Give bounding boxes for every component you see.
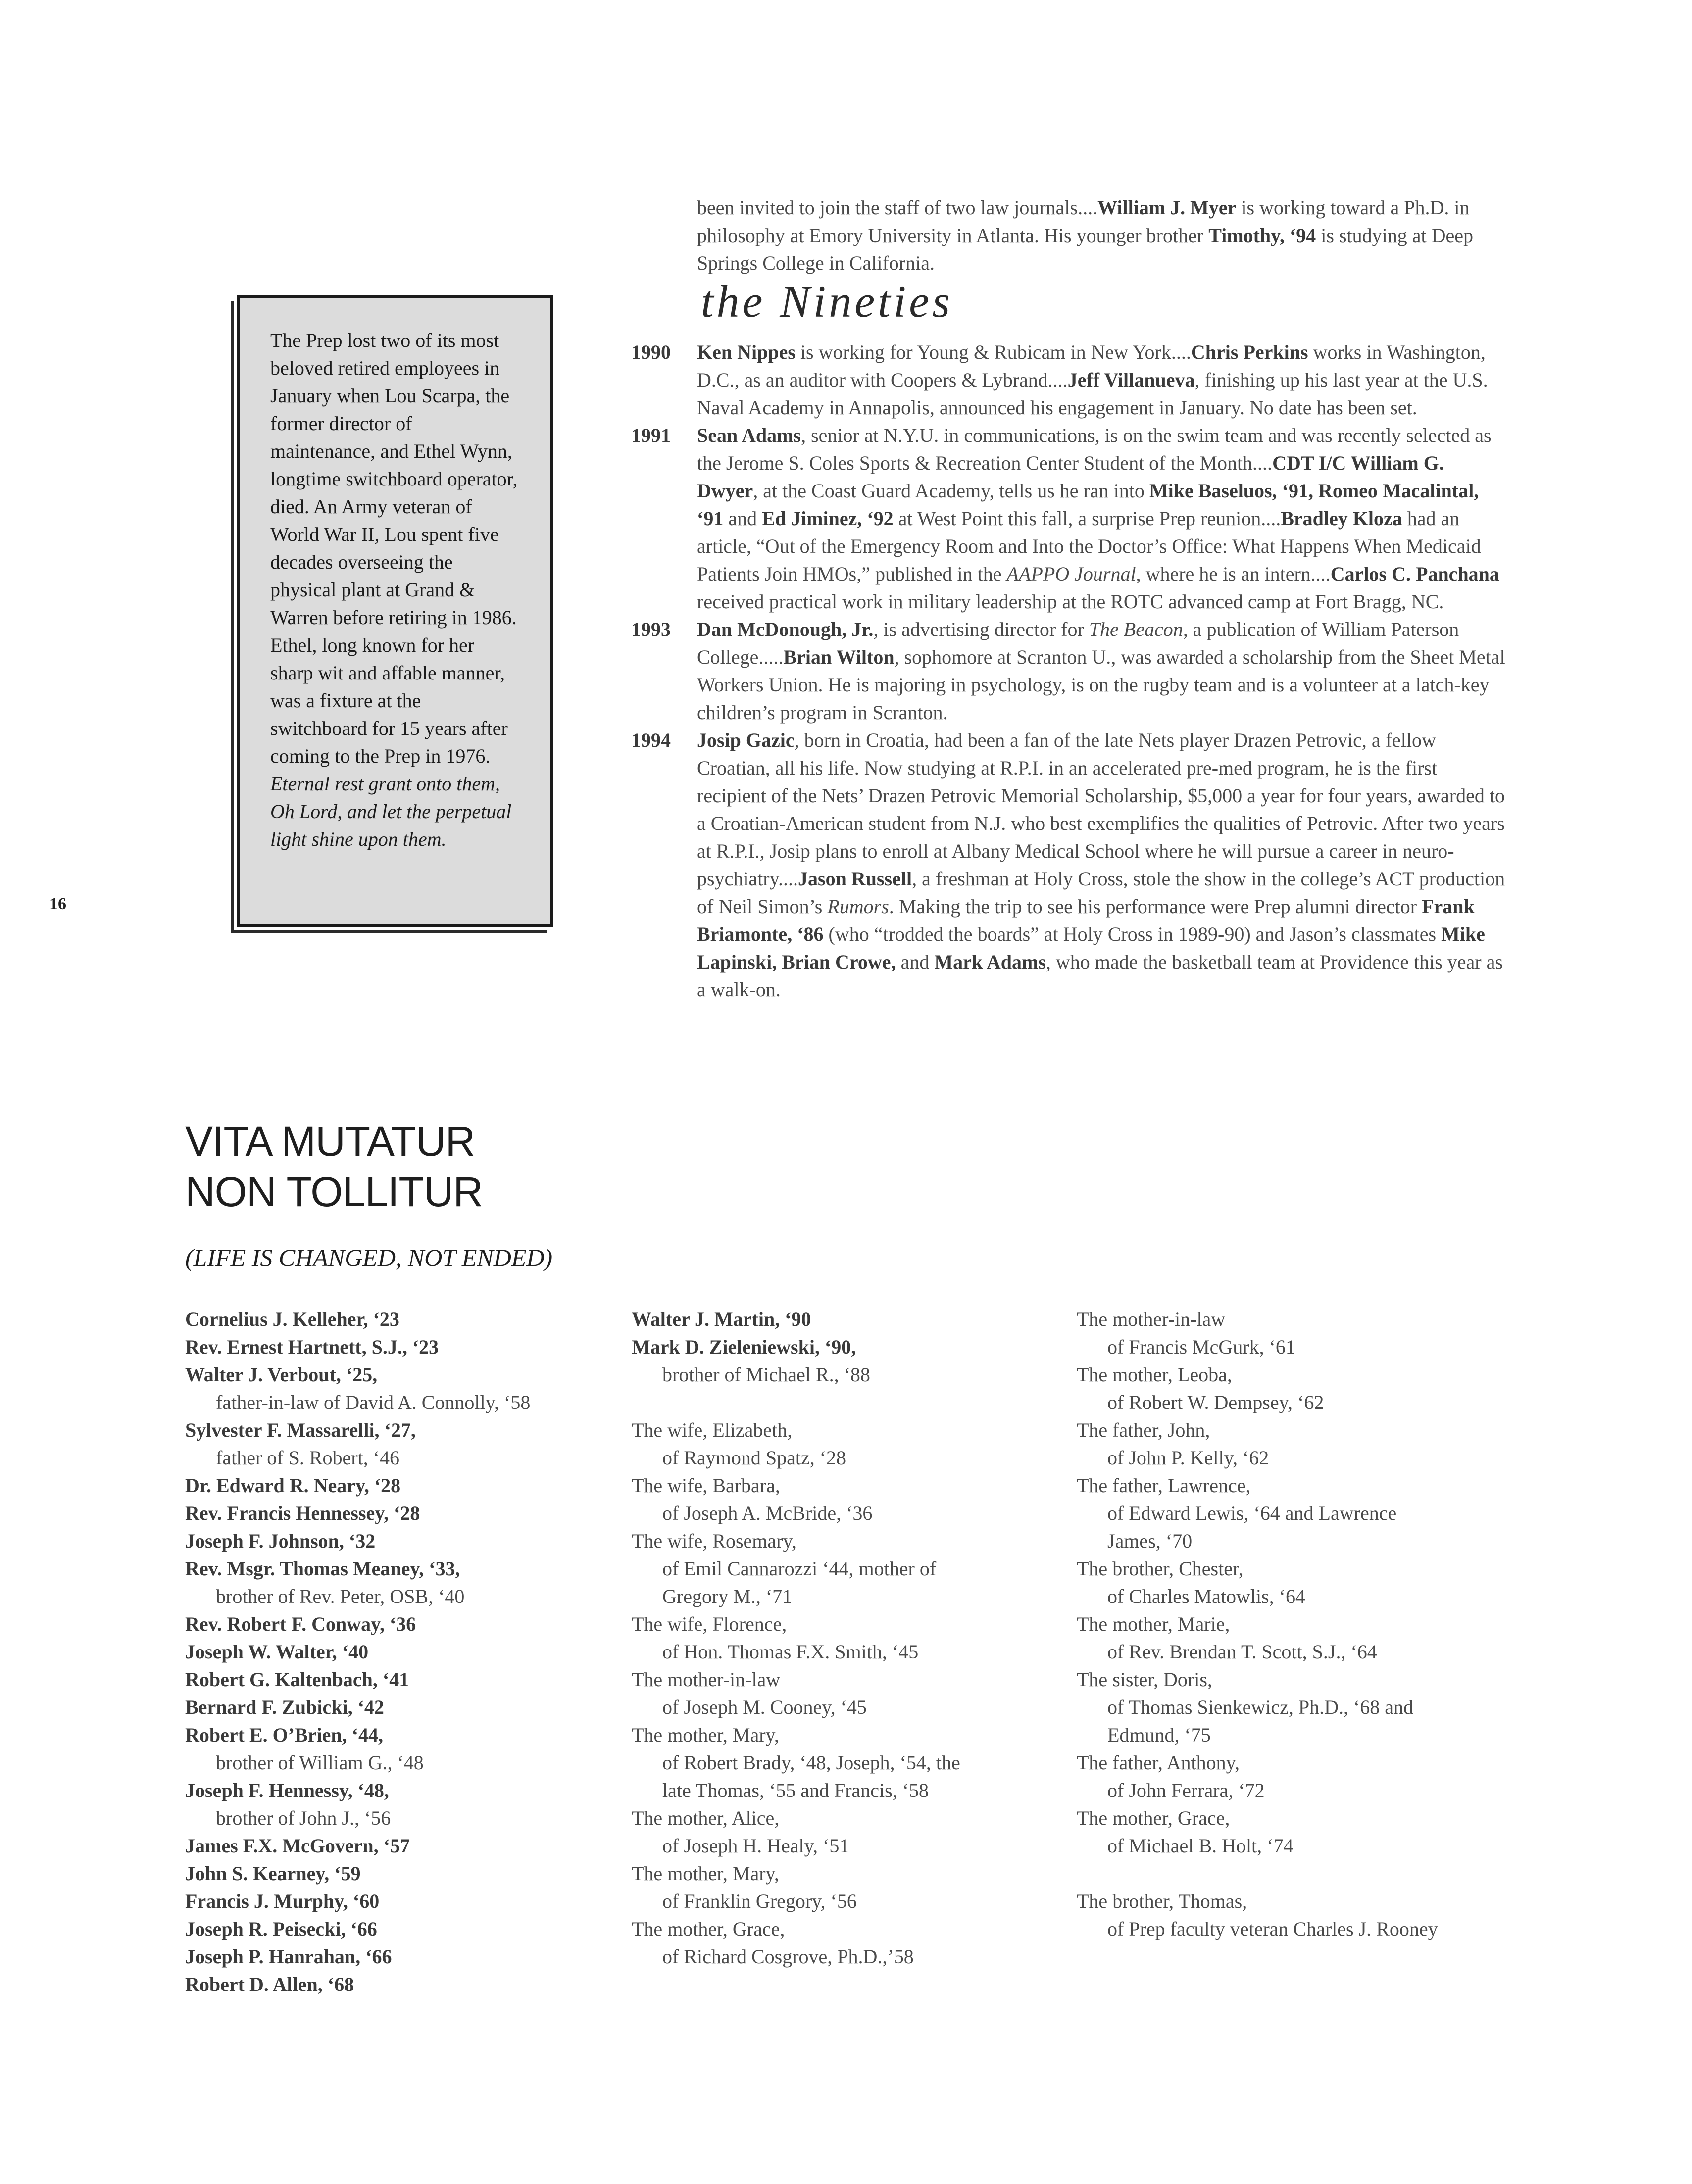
memoriam-name-line: Joseph W. Walter, ‘40 [185, 1641, 369, 1663]
memoriam-name-line: Joseph F. Hennessy, ‘48, [185, 1779, 389, 1801]
section-heading-nineties [699, 277, 1075, 332]
memoriam-relation-line: of Joseph H. Healy, ‘51 [662, 1835, 849, 1857]
note-text: , where he is an intern.... [1136, 563, 1331, 585]
note-year: 1990 [631, 341, 671, 363]
note-text: , is advertising director for [873, 618, 1089, 640]
memoriam-relation-line: James, ‘70 [1107, 1530, 1193, 1552]
memoriam-name-line: The father, Lawrence, [1077, 1474, 1251, 1497]
note-1991 [631, 422, 1507, 616]
section-heading-text: the Nineties [701, 277, 953, 327]
memoriam-name-line: The mother, Mary, [632, 1724, 779, 1746]
memoriam-relation-line: of Raymond Spatz, ‘28 [662, 1447, 846, 1469]
memoriam-relation-line: of John P. Kelly, ‘62 [1107, 1447, 1269, 1469]
alumni-name: Mike Lapinski, Brian Crowe, [697, 923, 1485, 973]
intro-text-1: been invited to join the staff of two law journals.... [697, 196, 1098, 219]
memoriam-column-3 [1077, 1306, 1522, 1943]
alumni-name: Dan McDonough, Jr. [697, 618, 874, 640]
memorial-sidebar-box [237, 295, 553, 927]
memoriam-name-line: Robert G. Kaltenbach, ‘41 [185, 1668, 409, 1691]
memoriam-name-line: Rev. Msgr. Thomas Meaney, ‘33, [185, 1557, 460, 1580]
alumni-name: Carlos C. Panchana [1330, 563, 1499, 585]
memoriam-relation-line: of Edward Lewis, ‘64 and Lawrence [1107, 1502, 1397, 1524]
note-text: at West Point this fall, a surprise Prep reunion.... [893, 507, 1281, 530]
memoriam-name-line: Joseph P. Hanrahan, ‘66 [185, 1945, 392, 1968]
memoriam-name-line: The brother, Thomas, [1077, 1890, 1247, 1912]
alumni-name: Brian Wilton [783, 646, 895, 668]
publication-title: Rumors [827, 895, 889, 918]
note-text: , finishing up his last year at the U.S. Naval Academy in Annapolis, announced his engagement in January. No date has been set. [697, 369, 1488, 419]
memoriam-name-line: The father, Anthony, [1077, 1751, 1240, 1774]
memoriam-relation-line: brother of William G., ‘48 [216, 1751, 424, 1774]
note-text: received practical work in military leadership at the ROTC advanced camp at Fort Bragg, NC. [697, 590, 1444, 613]
sidebar-body: The Prep lost two of its most beloved retired employees in January when Lou Scarpa, the former director of maintenance, and Ethel Wynn, longtime switchboard operator, died. An Army veteran of World War II, Lou spent five decades overseeing the physical plant at Grand & Warren before retiring in 1986. Ethel, long known for her sharp wit and affable manner, was a fixture at the switchboard for 15 years after coming to the Prep in 1976. [270, 329, 518, 767]
note-text: , senior at N.Y.U. in communications, is on the swim team and was recently selected as the Jerome S. Coles Sports & Recreation Center Student of the Month.... [697, 424, 1492, 474]
memoriam-relation-line: Gregory M., ‘71 [662, 1585, 793, 1607]
memoriam-name-line: James F.X. McGovern, ‘57 [185, 1835, 410, 1857]
memoriam-name-line: Mark D. Zieleniewski, ‘90, [632, 1336, 856, 1358]
memoriam-relation-line: Edmund, ‘75 [1107, 1724, 1211, 1746]
memoriam-relation-line: of Prep faculty veteran Charles J. Rooney [1107, 1918, 1438, 1940]
page-number: 16 [50, 895, 66, 913]
list-spacer [632, 1389, 1067, 1416]
memoriam-name-line: The mother, Leoba, [1077, 1363, 1232, 1386]
memoriam-name-line: Rev. Francis Hennessey, ‘28 [185, 1502, 420, 1524]
intro-text-3: is studying at Deep Springs College in California. [697, 224, 1473, 274]
memoriam-name-line: Rev. Ernest Hartnett, S.J., ‘23 [185, 1336, 439, 1358]
note-text: (who “trodded the boards” at Holy Cross in 1989-90) and Jason’s classmates [823, 923, 1442, 945]
memoriam-relation-line: brother of Michael R., ‘88 [662, 1363, 870, 1386]
note-text: , who made the basketball team at Providence this year as a walk-on. [697, 951, 1503, 1001]
note-year: 1991 [631, 424, 671, 446]
alumni-name: Bradley Kloza [1281, 507, 1402, 530]
note-text: works in Washington, D.C., as an auditor with Coopers & Lybrand.... [697, 341, 1486, 391]
memoriam-relation-line: father of S. Robert, ‘46 [216, 1447, 400, 1469]
memoriam-name-line: The wife, Florence, [632, 1613, 787, 1635]
memoriam-column-2 [632, 1306, 1067, 1971]
memoriam-name-line: The mother-in-law [632, 1668, 781, 1691]
memoriam-name-line: Bernard F. Zubicki, ‘42 [185, 1696, 384, 1718]
memoriam-name-line: The mother-in-law [1077, 1308, 1226, 1330]
memoriam-name-line: The father, John, [1077, 1419, 1210, 1441]
memoriam-name-line: The brother, Chester, [1077, 1557, 1244, 1580]
memoriam-relation-line: of Richard Cosgrove, Ph.D.,’58 [662, 1945, 914, 1968]
class-notes [631, 339, 1507, 1004]
memoriam-name-line: Cornelius J. Kelleher, ‘23 [185, 1308, 399, 1330]
memoriam-relation-line: late Thomas, ‘55 and Francis, ‘58 [662, 1779, 929, 1801]
memoriam-relation-line: of Francis McGurk, ‘61 [1107, 1336, 1295, 1358]
memoriam-column-1 [185, 1306, 621, 1998]
intro-text-2: is working toward a Ph.D. in philosophy at Emory University in Atlanta. His younger brother [697, 196, 1470, 246]
memoriam-relation-line: of John Ferrara, ‘72 [1107, 1779, 1265, 1801]
memoriam-name-line: Dr. Edward R. Neary, ‘28 [185, 1474, 401, 1497]
memoriam-relation-line: of Michael B. Holt, ‘74 [1107, 1835, 1294, 1857]
memoriam-relation-line: of Thomas Sienkewicz, Ph.D., ‘68 and [1107, 1696, 1414, 1718]
memoriam-relation-line: brother of John J., ‘56 [216, 1807, 391, 1829]
note-text: , born in Croatia, had been a fan of the late Nets player Drazen Petrovic, a fellow Croatian, all his life. Now studying at R.P.I. in an accelerated pre-med program, he is the first recipient of the Nets’ Drazen Petrovic Memorial Scholarship, $5,000 a year for four years, awarded to a Croatian-American student from N.J. who best exemplifies the qualities of Petrovic. After two years at R.P.I., Josip plans to enroll at Albany Medical School where he will pursue a career in neuro-psychiatry.... [697, 729, 1505, 890]
memoriam-relation-line: of Emil Cannarozzi ‘44, mother of [662, 1557, 937, 1580]
memoriam-name-line: Walter J. Martin, ‘90 [632, 1308, 811, 1330]
alumni-name: Chris Perkins [1191, 341, 1308, 363]
memoriam-title-line-1: VITA MUTATUR [185, 1118, 475, 1165]
publication-title: The Beacon, [1089, 618, 1188, 640]
memoriam-name-line: Walter J. Verbout, ‘25, [185, 1363, 378, 1386]
memoriam-name-line: John S. Kearney, ‘59 [185, 1862, 361, 1885]
alumni-name: Frank Briamonte, ‘86 [697, 895, 1475, 945]
memoriam-name-line: The mother, Grace, [1077, 1807, 1230, 1829]
memoriam-name-line: The mother, Mary, [632, 1862, 779, 1885]
memoriam-title [185, 1116, 483, 1217]
intro-name-1: William J. Myer [1097, 196, 1237, 219]
memoriam-name-line: The sister, Doris, [1077, 1668, 1212, 1691]
alumni-name: Jeff Villanueva [1067, 369, 1195, 391]
alumni-name: Mark Adams [934, 951, 1046, 973]
memoriam-name-line: Joseph F. Johnson, ‘32 [185, 1530, 376, 1552]
note-text: and [896, 951, 935, 973]
intro-name-2: Timothy, ‘94 [1208, 224, 1316, 246]
memoriam-relation-line: of Franklin Gregory, ‘56 [662, 1890, 857, 1912]
memoriam-relation-line: of Robert W. Dempsey, ‘62 [1107, 1391, 1324, 1413]
note-1993 [631, 616, 1507, 727]
class-notes-continuation [697, 194, 1504, 277]
note-text: a publication of William Paterson College..... [697, 618, 1459, 668]
note-text: , at the Coast Guard Academy, tells us he ran into [753, 480, 1149, 502]
memoriam-relation-line: of Hon. Thomas F.X. Smith, ‘45 [662, 1641, 919, 1663]
alumni-name: CDT I/C William G. Dwyer [697, 452, 1444, 502]
memoriam-relation-line: of Charles Matowlis, ‘64 [1107, 1585, 1305, 1607]
note-text: and [723, 507, 762, 530]
memoriam-subtitle: (LIFE IS CHANGED, NOT ENDED) [185, 1244, 553, 1271]
sidebar-prayer: Eternal rest grant onto them, Oh Lord, and let the perpetual light shine upon them. [270, 773, 512, 850]
alumni-name: Josip Gazic [697, 729, 795, 751]
memoriam-relation-line: of Rev. Brendan T. Scott, S.J., ‘64 [1107, 1641, 1377, 1663]
memoriam-name-line: Sylvester F. Massarelli, ‘27, [185, 1419, 416, 1441]
note-year: 1994 [631, 729, 671, 751]
note-1990 [631, 339, 1507, 422]
note-1994 [631, 727, 1507, 1004]
publication-title: AAPPO Journal [1006, 563, 1136, 585]
memoriam-name-line: The mother, Alice, [632, 1807, 780, 1829]
memoriam-name-line: The wife, Rosemary, [632, 1530, 796, 1552]
memoriam-name-line: The mother, Marie, [1077, 1613, 1230, 1635]
alumni-name: Ken Nippes [697, 341, 796, 363]
memoriam-name-line: Robert D. Allen, ‘68 [185, 1973, 354, 1995]
memoriam-title-line-2: NON TOLLITUR [185, 1168, 483, 1215]
memoriam-name-line: The wife, Barbara, [632, 1474, 780, 1497]
note-text: had an article, “Out of the Emergency Room and Into the Doctor’s Office: What Happens When Medicaid Patients Join HMOs,” published in the [697, 507, 1481, 585]
memoriam-name-line: Robert E. O’Brien, ‘44, [185, 1724, 383, 1746]
memoriam-relation-line: of Robert Brady, ‘48, Joseph, ‘54, the [662, 1751, 960, 1774]
memoriam-relation-line: brother of Rev. Peter, OSB, ‘40 [216, 1585, 465, 1607]
note-text: , a freshman at Holy Cross, stole the show in the college’s ACT production of Neil Simon’s [697, 868, 1505, 918]
memoriam-name-line: Rev. Robert F. Conway, ‘36 [185, 1613, 416, 1635]
note-text: is working for Young & Rubicam in New York.... [795, 341, 1191, 363]
memoriam-relation-line: father-in-law of David A. Connolly, ‘58 [216, 1391, 531, 1413]
memoriam-relation-line: of Joseph M. Cooney, ‘45 [662, 1696, 867, 1718]
memoriam-name-line: Joseph R. Peisecki, ‘66 [185, 1918, 377, 1940]
alumni-name: Sean Adams [697, 424, 801, 446]
note-text: , sophomore at Scranton U., was awarded a scholarship from the Sheet Metal Workers Union. He is majoring in psychology, is on the rugby team and is a volunteer at a latch-key children’s program in Scranton. [697, 646, 1505, 724]
list-spacer [1077, 1860, 1522, 1888]
sidebar-text [270, 327, 522, 853]
note-text: . Making the trip to see his performance were Prep alumni director [889, 895, 1422, 918]
alumni-name: Jason Russell [798, 868, 912, 890]
alumni-name: Ed Jiminez, ‘92 [762, 507, 894, 530]
memoriam-name-line: The wife, Elizabeth, [632, 1419, 793, 1441]
alumni-name: Mike Baseluos, ‘91, Romeo Macalintal, ‘91 [697, 480, 1479, 530]
memoriam-name-line: Francis J. Murphy, ‘60 [185, 1890, 380, 1912]
memoriam-relation-line: of Joseph A. McBride, ‘36 [662, 1502, 873, 1524]
memoriam-name-line: The mother, Grace, [632, 1918, 785, 1940]
note-year: 1993 [631, 618, 671, 640]
